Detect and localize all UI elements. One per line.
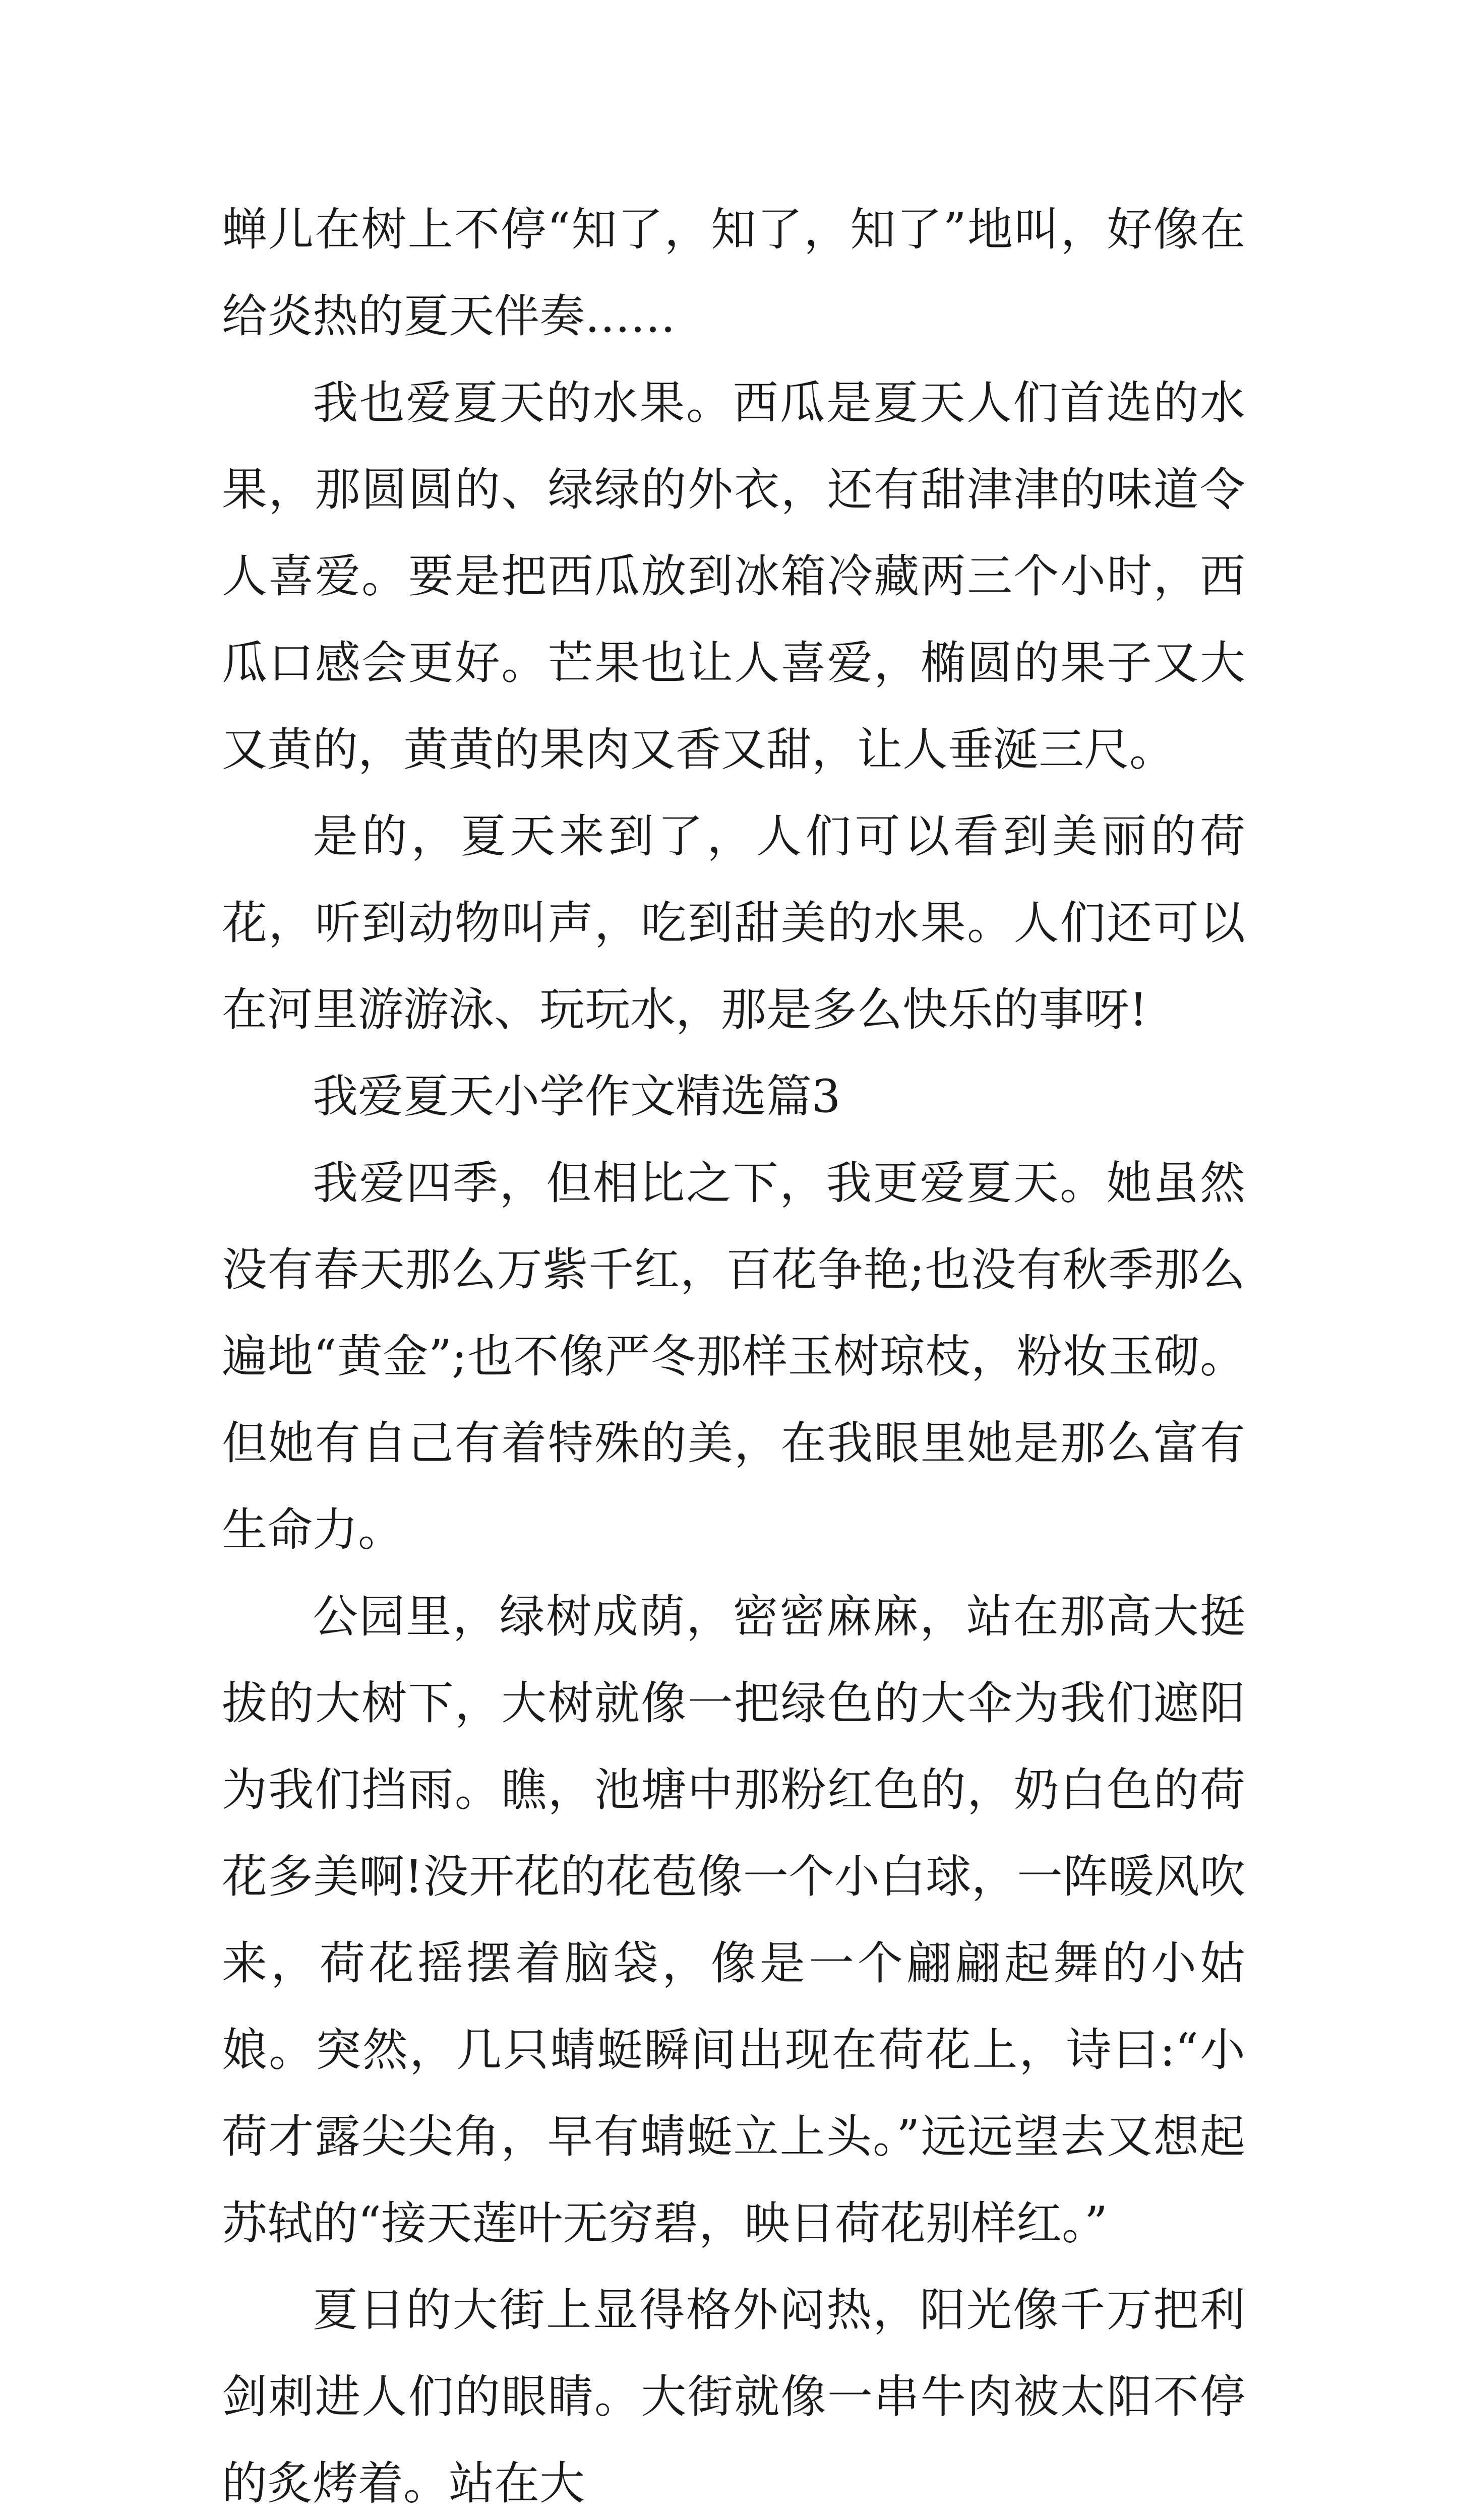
- paragraph: 我爱四季，但相比之下，我更爱夏天。她虽然没有春天那么万紫千红，百花争艳;也没有秋季那么遍地“黄金”;也不像严冬那样玉树琼枝，粉妆玉砌。但她有自己有着特殊的美，在我眼里她是那么富有生命力。: [222, 1157, 1245, 1556]
- section-heading: 我爱夏天小学作文精选篇3: [313, 1070, 841, 1123]
- paragraph: 蝉儿在树上不停“知了，知了，知了”地叫，好像在给炎热的夏天伴奏……: [222, 203, 1245, 343]
- paragraph: 是的，夏天来到了，人们可以看到美丽的荷花，听到动物叫声，吃到甜美的水果。人们还可以在河里游游泳、玩玩水，那是多么快乐的事呀!: [222, 810, 1245, 1036]
- document-body: [222, 186, 1245, 2520]
- paragraph: 公园里，绿树成荫，密密麻麻，站在那高大挺拔的大树下，大树就像一把绿色的大伞为我们遮阳为我们挡雨。瞧，池塘中那粉红色的，奶白色的荷花多美啊!没开花的花苞像一个小白球，一阵暖风吹来，荷花摇摆着脑袋，像是一个翩翩起舞的小姑娘。突然，几只蜻蜓瞬间出现在荷花上，诗曰:“小荷才露尖尖角，早有蜻蜓立上头。”远远望去又想起苏轼的“接天莲叶无穷碧，映日荷花别样红。”: [222, 1590, 1245, 2250]
- paragraph: 夏日的大街上显得格外闷热，阳光像千万把利剑刺进人们的眼睛。大街就像一串牛肉被太阳不停的炙烤着。站在大: [222, 2284, 1245, 2510]
- paragraph: 我也爱夏天的水果。西瓜是夏天人们首选的水果，那圆圆的、绿绿的外衣，还有甜津津的味道令人喜爱。要是把西瓜放到冰箱冷藏两三个小时，西瓜口感会更好。芒果也让人喜爱，椭圆的果子又大又黄的，黄黄的果肉又香又甜，让人垂涎三尺。: [222, 376, 1245, 776]
